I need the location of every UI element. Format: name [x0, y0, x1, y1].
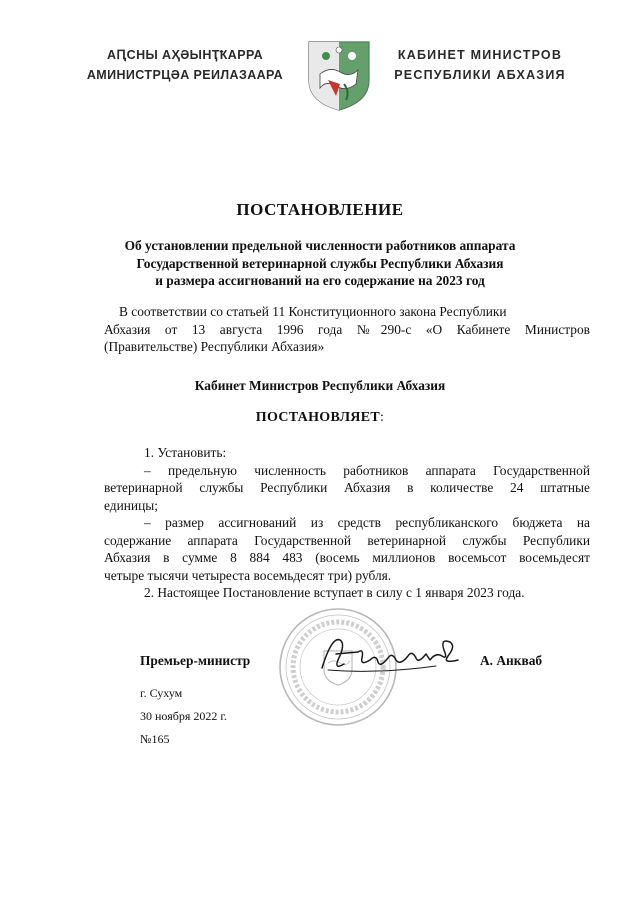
decree-word: ПОСТАНОВЛЯЕТ	[255, 410, 380, 425]
basis-line: Абхазия от 13 августа 1996 года №290-с «О Кабинете Министров	[104, 321, 590, 337]
issuing-authority: Кабинет Министров Республики Абхазия	[194, 378, 446, 393]
body-line: 2. Настоящее Постановление вступает в силу с 1 января 2023 года.	[144, 585, 525, 600]
body-line: четыре тысячи четыреста восемьдесят три) рубля.	[104, 567, 392, 583]
body-line: единицы;	[104, 497, 158, 513]
body-line: – предельную численность работников аппарата Государственной	[144, 462, 590, 478]
document-date: 30 ноября 2022 г.	[140, 709, 227, 723]
subject-line: и размера ассигнований на его содержание на 2023 год	[155, 273, 485, 288]
document-subject	[0, 237, 640, 290]
decree-heading	[0, 410, 640, 426]
subject-line: Об установлении предельной численности работников аппарата	[124, 238, 516, 253]
basis-line: (Правительстве) Республики Абхазия»	[104, 339, 325, 354]
document-title: ПОСТАНОВЛЕНИЕ	[236, 200, 404, 219]
letterhead-abkhaz-line2: АМИНИСТРЦӘА РЕИЛАЗААРА	[86, 68, 284, 82]
signatory-name: А. Анкваб	[480, 653, 543, 668]
body-line: ветеринарной службы Республики Абхазия в количестве 24 штатные	[104, 480, 590, 495]
decree-colon: :	[380, 410, 385, 425]
subject-line: Государственной ветеринарной службы Республики Абхазия	[136, 255, 504, 271]
handwritten-signature	[318, 630, 468, 678]
abkhazia-coat-of-arms-icon	[306, 40, 372, 112]
body-line: – размер ассигнований из средств республиканского бюджета на	[144, 515, 590, 530]
basis-line: В соответствии со статьей 11 Конституционного закона Республики	[119, 304, 507, 319]
signatory-position: Премьер-министр	[140, 653, 251, 668]
document-city: г. Сухум	[140, 686, 183, 700]
body-line: Абхазия в сумме 8 884 483 (восемь миллионов восемьсот восемьдесят	[104, 550, 590, 565]
legal-basis-paragraph	[104, 303, 590, 356]
letterhead-abkhaz-line1: АԤСНЫ АҲӘЫНҬҞАРРА	[106, 48, 264, 62]
letterhead-russian-line1: КАБИНЕТ МИНИСТРОВ	[397, 48, 563, 62]
decree-body	[104, 444, 590, 602]
document-number: №165	[140, 732, 170, 746]
body-line: 1. Установить:	[144, 445, 227, 460]
letterhead-russian-line2: РЕСПУБЛИКИ АБХАЗИЯ	[394, 68, 566, 82]
letterhead-abkhaz	[82, 45, 288, 85]
letterhead-russian	[382, 45, 578, 85]
body-line: содержание аппарата Государственной ветеринарной службы Республики	[104, 532, 590, 548]
